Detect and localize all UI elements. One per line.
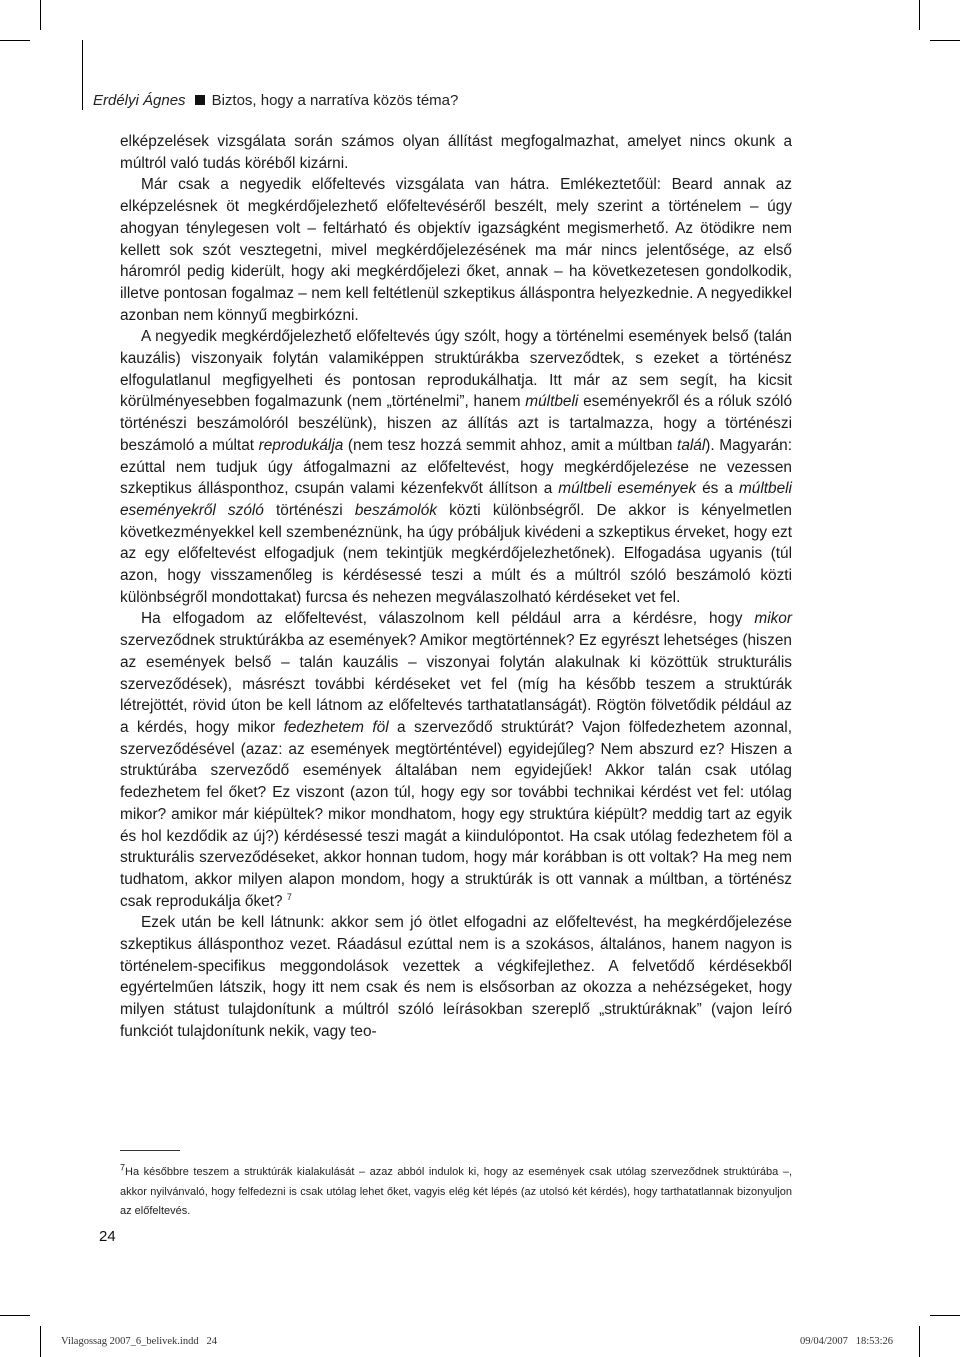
paragraph-1: elképzelések vizsgálata során számos olyan állítást megfogalmazhat, amelyet nincs okunk a múltról való tudás köréből kizárni. bbox=[120, 133, 792, 172]
crop-mark bbox=[0, 40, 30, 41]
footnote-text: Ha későbbre teszem a struktúrák kialakulását – azaz abból indulok ki, hogy az események csak utólag szerveződnek struktúrába –, akkor nyilvánvaló, hogy felfedezni is csak utólag lehet őket, vagyis elég két lépés (az utolsó két kérdés), hogy tarthatatlannak bizonyuljon az előfeltevés. bbox=[120, 1166, 792, 1217]
header-title: Biztos, hogy a narratíva közös téma? bbox=[211, 92, 459, 109]
paragraph-2: Már csak a negyedik előfeltevés vizsgálata van hátra. Emlékeztetőül: Beard annak az elképzelésnek öt megkérdőjelezhető előfeltevéséről beszélt, mely szerint a történelem – úgy ahogyan ténylegesen volt – feltárható és objektív igazságként megismerhető. Az ötödikre nem kellett sok szót vesztegetni, mivel megkérdőjelezésének ma már nincs jelentősége, az első háromról pedig kiderült, hogy aki megkérdőjelezi őket, annak – ha következetesen gondolkodik, illetve pontosan fogalmaz – nem kell feltétlenül szkeptikus álláspontra helyezkednie. A negyedikkel azonban nem könnyű megbirkózni. bbox=[120, 176, 792, 324]
crop-mark bbox=[40, 1326, 41, 1357]
running-header bbox=[93, 92, 813, 109]
footnote-separator bbox=[120, 1150, 180, 1151]
crop-mark bbox=[82, 40, 83, 110]
crop-mark bbox=[930, 1315, 960, 1316]
crop-mark bbox=[930, 40, 960, 41]
body-text bbox=[120, 131, 792, 1043]
footnote-7 bbox=[120, 1163, 792, 1222]
footnote-number: 7 bbox=[120, 1162, 126, 1173]
slug-filename: Vilagossag 2007_6_belivek.indd 24 bbox=[61, 1336, 217, 1347]
slug-timestamp: 09/04/2007 18:53:26 bbox=[800, 1336, 894, 1347]
square-bullet-icon bbox=[195, 95, 205, 105]
crop-mark bbox=[0, 1315, 30, 1316]
paragraph-4: Ha elfogadom az előfeltevést, válaszolnom kell például arra a kérdésre, hogy mikor szerveződnek struktúrákba az események? Amikor megtörténnek? Ez egyrészt lehetséges (hiszen az események belső – talán kauzális – viszonyai folytán alakulnak ki közöttük strukturális szerveződések), másrészt további kérdéseket vet fel (míg ha később teszem a struktúrák létrejöttét, rövid úton be kell látnom az előfeltevés tarthatatlanságát). Rögtön fölvetődik például az a kérdés, hogy mikor fedezhetem föl a szerveződő struktúrát? Vajon fölfedezhetem azonnal, szerveződésével (azaz: az események megtörténtével) egyidejűleg? Nem abszurd ez? Hiszen a struktúrába szerveződő események általában nem egyidejűek! Akkor talán csak utólag fedezhetem fel őket? Ez viszont (azon túl, hogy egy sor további technikai kérdést vet fel: utólag mikor? amikor már kiépültek? mikor mondhatom, hogy egy struktúra kiépült? meddig tart az egyik és hol kezdődik az új?) kérdésessé teszi magát a kiindulópontot. Ha csak utólag fedezhetem föl a strukturális szerveződéseket, akkor honnan tudom, hogy már korábban is ott voltak? Ha meg nem tudhatom, akkor milyen alapon mondom, hogy a struktúrák is ott vannak a múltban, a történész csak reprodukálja őket? $^7$ bbox=[120, 610, 792, 910]
paragraph-3: A negyedik megkérdőjelezhető előfeltevés úgy szólt, hogy a történelmi események belső (talán kauzális) viszonyaik folytán valamiképpen struktúrákba szerveződtek, s ezeket a történész elfogulatlanul megfigyelheti és pontosan reprodukálhatja. Itt már az sem segít, ha kicsit körülményesebben fogalmazunk (nem „történelmi”, hanem múltbeli eseményekről és a róluk szóló történészi beszámolóról beszélünk), hiszen az állítás azt is tartalmazza, hogy a történészi beszámoló a múltat reprodukálja (nem tesz hozzá semmit ahhoz, amit a múltban talál). Magyarán: ezúttal nem tudjuk úgy átfogalmazni az előfeltevést, hogy megkérdőjelezése ne vezessen szkeptikus állásponthoz, csupán valami kézenfekvőt állítson a múltbeli események és a múltbeli eseményekről szóló történészi beszámolók közti különbségről. De akkor is kényelmetlen következményekkel kell szembenéznünk, ha úgy próbáljuk kivédeni a szkeptikus érveket, hogy ezt az egy előfeltevést elfogadjuk (nem tekintjük megkérdőjelezhetőnek). Elfogadása ugyanis (túl azon, hogy visszamenőleg is kérdésessé teszi a múlt és a múltról szóló beszámoló közti különbségről mondottakat) furcsa és nehezen megválaszolható kérdéseket vet fel. bbox=[120, 328, 793, 606]
page-number: 24 bbox=[99, 1228, 116, 1245]
footnote-ref-7[interactable]: 7 bbox=[286, 891, 292, 902]
crop-mark bbox=[40, 0, 41, 30]
header-author: Erdélyi Ágnes bbox=[93, 92, 186, 109]
crop-mark bbox=[919, 1326, 920, 1357]
crop-mark bbox=[919, 0, 920, 30]
paragraph-5: Ezek után be kell látnunk: akkor sem jó ötlet elfogadni az előfeltevést, ha megkérdőjelezése szkeptikus állásponthoz vezet. Ráadásul ezúttal nem is a szokásos, általános, hanem nagyon is történelem-specifikus meggondolások vezettek a végkifejlethez. A felvetődő kérdésekből egyértelműen látszik, hogy itt nem csak és nem is elsősorban az okozza a nehézségeket, hogy milyen státust tulajdonítunk a múltról szóló leírásokban szereplő „struktúráknak” (vajon leíró funkciót tulajdonítunk nekik, vagy teo- bbox=[120, 914, 792, 1040]
